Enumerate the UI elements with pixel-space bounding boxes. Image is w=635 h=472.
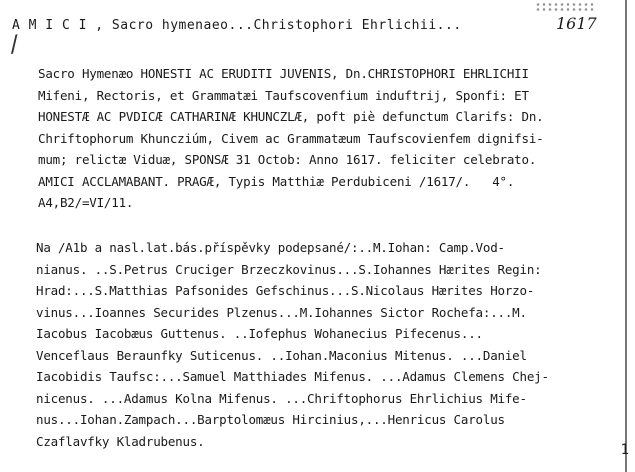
notes_lines-line: Iacobidis Taufsc:...Samuel Matthiades Mifenus. ...Adamus Clemens Chej- — [36, 369, 549, 384]
notes_lines-line: nianus. ..S.Petrus Cruciger Brzeczkovinus...S.Iohannes Hærites Regin: — [36, 261, 542, 277]
edge-speckles — [535, 2, 595, 12]
card-heading: A M I C I , Sacro hymenaeo...Christophori Ehrlichii... — [12, 18, 462, 33]
body_lines-line: A4,B2/=VI/11. — [38, 195, 134, 210]
body_lines-line: mum; relictæ Viduæ, SPONSÆ 31 Octob: Anno 1617. feliciter celebrato. — [38, 152, 537, 167]
notes_lines-line: nicenus. ...Adamus Kolna Mifenus. ...Chriftophorus Ehrlichius Mife- — [36, 390, 527, 406]
body_lines-line: Chriftophorum Khuncziúm, Civem ac Grammatæum Taufscovienfem dignifsi- — [38, 130, 544, 146]
notes_lines-line: Czaflavfky Kladrubenus. — [36, 433, 205, 449]
body_lines-line: AMICI ACCLAMABANT. PRAGÆ, Typis Matthiæ Perdubiceni /1617/. 4°. — [38, 173, 515, 189]
notes_lines-line: Venceflaus Beraunfky Suticenus. ..Iohan.Maconius Mitenus. ...Daniel — [36, 347, 527, 363]
notes_lines-line: vinus...Ioannes Securides Plzenus...M.Iohannes Sictor Rochefa:...M. — [36, 304, 527, 320]
notes_lines-line: Hrad:...S.Matthias Pafsonides Gefschinus...S.Nicolaus Hærites Horzo- — [36, 283, 535, 298]
body_lines-line: Mifeni, Rectoris, et Grammatæi Taufscovenfium induftrij, Sponfi: ET — [38, 87, 529, 103]
notes_lines-line: Na /A1b a nasl.lat.bás.příspěvky podepsané/:..M.Iohan: Camp.Vod- — [36, 240, 505, 255]
card-right-edge — [625, 0, 627, 472]
handwritten-note: 1617 — [556, 14, 597, 33]
page-number: 1 — [620, 442, 629, 458]
notes_lines-line: nus...Iohan.Zampach...Barptolomæus Hircinius,...Henricus Carolus — [36, 412, 505, 427]
marker-slash: / — [5, 30, 24, 59]
notes_lines-line: Iacobus Iacobæus Guttenus. ..Iofephus Wohanecius Pifecenus... — [36, 326, 483, 341]
body_lines-line: HONESTÆ AC PVDICÆ CATHARINÆ KHUNCZLÆ, poft piè defunctum Clarifs: Dn. — [38, 109, 544, 124]
body_lines-line: Sacro Hymenæo HONESTI AC ERUDITI JUVENIS, Dn.CHRISTOPHORI EHRLICHII — [38, 66, 529, 81]
